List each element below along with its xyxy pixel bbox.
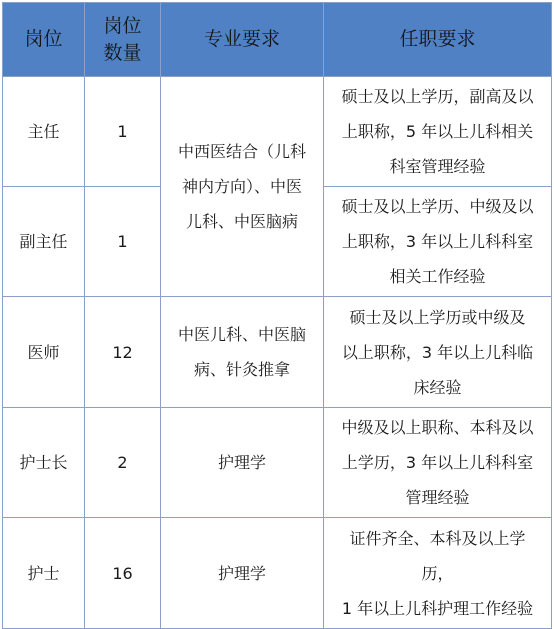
header-count-line1: 岗位 bbox=[103, 14, 142, 37]
requirements-line: 以上职称，3 年以上儿科临 bbox=[341, 342, 534, 362]
requirements-line: 上职称，5 年以上儿科相关 bbox=[341, 122, 534, 141]
count-cell: 16 bbox=[85, 518, 161, 629]
table-row bbox=[3, 408, 552, 518]
requirements-cell bbox=[324, 187, 552, 297]
count-cell: 1 bbox=[85, 187, 161, 297]
major-cell: 护理学 bbox=[161, 518, 324, 629]
header-count-line2: 数量 bbox=[103, 41, 142, 64]
requirements-line: 历， bbox=[421, 563, 454, 583]
requirements-line: 上职称，3 年以上儿科科室 bbox=[341, 232, 534, 251]
major-line: 儿科、中医脑病 bbox=[185, 212, 298, 231]
requirements-cell bbox=[324, 518, 552, 629]
major-cell: 护理学 bbox=[161, 408, 324, 518]
requirements-cell bbox=[324, 297, 552, 408]
major-cell bbox=[161, 297, 324, 408]
header-position: 岗位 bbox=[3, 3, 85, 77]
major-line: 病、针灸推拿 bbox=[193, 360, 290, 379]
count-cell: 12 bbox=[85, 297, 161, 408]
major-line: 神内方向）、中医 bbox=[181, 177, 302, 196]
major-cell-shared bbox=[161, 77, 324, 297]
table-row bbox=[3, 518, 552, 629]
requirements-line: 硕士及以上学历，副高及以 bbox=[341, 87, 534, 106]
recruitment-table bbox=[2, 2, 552, 629]
header-row bbox=[3, 3, 552, 77]
count-cell: 2 bbox=[85, 408, 161, 518]
position-cell: 主任 bbox=[3, 77, 85, 187]
table-row bbox=[3, 77, 552, 187]
requirements-line: 证件齐全、本科及以上学 bbox=[349, 528, 526, 548]
requirements-cell bbox=[324, 77, 552, 187]
major-line: 中医儿科、中医脑 bbox=[177, 325, 306, 344]
requirements-line: 管理经验 bbox=[405, 488, 470, 507]
header-count bbox=[85, 3, 161, 77]
requirements-line: 1 年以上儿科护理工作经验 bbox=[341, 598, 534, 618]
header-requirements: 任职要求 bbox=[324, 3, 552, 77]
requirements-line: 上学历，3 年以上儿科科室 bbox=[341, 453, 534, 472]
table-row bbox=[3, 297, 552, 408]
position-cell: 医师 bbox=[3, 297, 85, 408]
position-cell: 副主任 bbox=[3, 187, 85, 297]
requirements-line: 科室管理经验 bbox=[389, 157, 486, 176]
requirements-line: 中级及以上职称、本科及以 bbox=[341, 418, 534, 437]
position-cell: 护士长 bbox=[3, 408, 85, 518]
major-line: 中西医结合（儿科 bbox=[177, 142, 306, 161]
header-major: 专业要求 bbox=[161, 3, 324, 77]
requirements-line: 床经验 bbox=[413, 377, 462, 397]
requirements-cell bbox=[324, 408, 552, 518]
position-cell: 护士 bbox=[3, 518, 85, 629]
requirements-line: 硕士及以上学历、中级及以 bbox=[341, 197, 534, 216]
requirements-line: 硕士及以上学历或中级及 bbox=[349, 307, 526, 327]
requirements-line: 相关工作经验 bbox=[389, 267, 486, 286]
count-cell: 1 bbox=[85, 77, 161, 187]
